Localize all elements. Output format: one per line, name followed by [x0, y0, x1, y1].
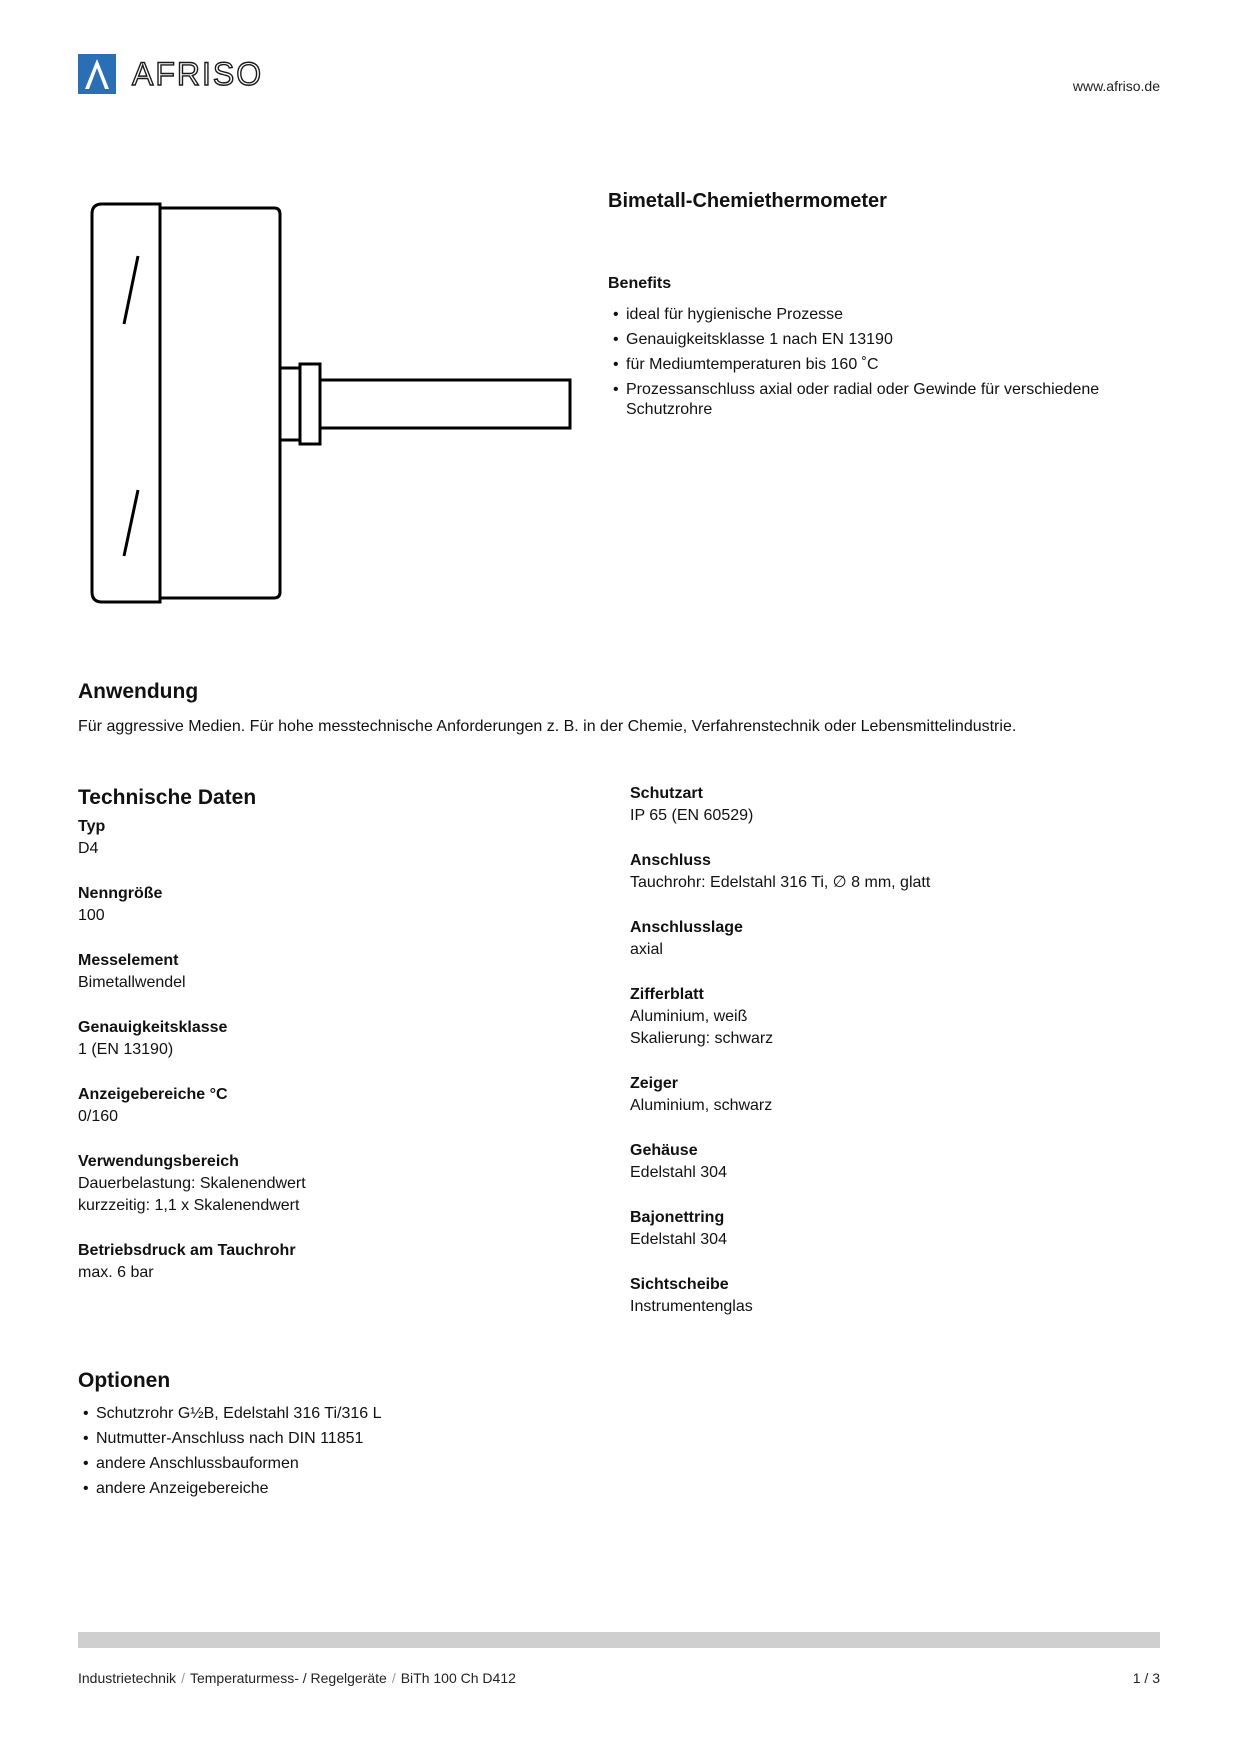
thermometer-drawing — [86, 198, 586, 613]
spec-value: 0/160 — [78, 1108, 119, 1125]
benefits-heading: Benefits — [608, 275, 672, 292]
spec-label: Sichtscheibe — [630, 1276, 729, 1293]
spec-value: Aluminium, weiß Skalierung: schwarz — [630, 1008, 774, 1047]
spec-genauigkeitsklasse — [78, 1017, 538, 1061]
logo-wordmark: AFRISO — [132, 56, 264, 92]
footer-breadcrumb — [78, 1670, 516, 1686]
option-item: • Schutzrohr G½B, Edelstahl 316 Ti/316 L — [78, 1404, 678, 1424]
footer-divider-bar — [78, 1632, 1160, 1648]
spec-value: Aluminium, schwarz — [630, 1097, 773, 1114]
spec-label: Anschluss — [630, 852, 711, 869]
benefit-item: • für Mediumtemperaturen bis 160 ˚C — [608, 355, 1168, 375]
spec-label: Anschlusslage — [630, 919, 743, 936]
spec-messelement — [78, 950, 538, 994]
breadcrumb-item: Temperaturmess- / Regelgeräte — [189, 1670, 387, 1686]
site-url[interactable]: www.afriso.de — [1072, 78, 1160, 94]
breadcrumb-separator: / — [181, 1670, 185, 1686]
spec-value: Edelstahl 304 — [630, 1231, 727, 1248]
benefits-list — [608, 305, 1168, 425]
spec-label: Schutzart — [630, 785, 703, 802]
afriso-logo — [78, 54, 308, 94]
spec-label: Zeiger — [630, 1075, 679, 1092]
spec-value: 100 — [78, 907, 105, 924]
spec-value: Bimetallwendel — [78, 974, 186, 991]
spec-label: Nenngröße — [78, 885, 163, 902]
spec-gehaeuse — [630, 1140, 1090, 1184]
anwendung-heading: Anwendung — [78, 680, 199, 703]
spec-value: max. 6 bar — [78, 1264, 154, 1281]
spec-sichtscheibe — [630, 1274, 1090, 1318]
spec-anschluss — [630, 850, 1090, 894]
spec-anzeigebereiche — [78, 1084, 538, 1128]
breadcrumb-item: Industrietechnik — [78, 1670, 177, 1686]
spec-label: Betriebsdruck am Tauchrohr — [78, 1242, 296, 1259]
optionen-list — [78, 1404, 678, 1504]
spec-label: Zifferblatt — [630, 986, 704, 1003]
product-title: Bimetall-Chemiethermometer — [608, 190, 887, 212]
spec-label: Genauigkeitsklasse — [78, 1019, 228, 1036]
technische-daten-heading: Technische Daten — [78, 786, 257, 809]
spec-value: Instrumentenglas — [630, 1298, 753, 1315]
spec-value: axial — [630, 941, 663, 958]
anwendung-text: Für aggressive Medien. Für hohe messtechnische Anforderungen z. B. in der Chemie, Verfahrenstechnik oder Lebensmittelindustrie. — [78, 718, 1017, 735]
breadcrumb-separator: / — [391, 1670, 396, 1686]
spec-anschlusslage — [630, 917, 1090, 961]
spec-value: Edelstahl 304 — [630, 1164, 727, 1181]
spec-zeiger — [630, 1073, 1090, 1117]
spec-schutzart — [630, 783, 1090, 827]
spec-betriebsdruck — [78, 1240, 538, 1284]
spec-value: Tauchrohr: Edelstahl 316 Ti, ∅ 8 mm, glatt — [630, 874, 931, 891]
spec-verwendungsbereich — [78, 1151, 538, 1217]
optionen-heading: Optionen — [78, 1369, 171, 1392]
spec-label: Messelement — [78, 952, 179, 969]
spec-typ — [78, 816, 538, 860]
spec-nenngroesse — [78, 883, 538, 927]
spec-value: IP 65 (EN 60529) — [630, 807, 754, 824]
benefit-item: • Prozessanschluss axial oder radial oder Gewinde für verschiedene Schutzrohre — [608, 380, 1168, 420]
spec-label: Anzeigebereiche °C — [78, 1086, 228, 1103]
spec-value: D4 — [78, 840, 99, 857]
option-item: • Nutmutter-Anschluss nach DIN 11851 — [78, 1429, 678, 1449]
spec-label: Gehäuse — [630, 1142, 698, 1159]
page-number: 1 / 3 — [1132, 1670, 1160, 1686]
spec-label: Bajonettring — [630, 1209, 725, 1226]
spec-value: Dauerbelastung: Skalenendwert kurzzeitig: 1,1 x Skalenendwert — [78, 1175, 306, 1214]
spec-value: 1 (EN 13190) — [78, 1041, 174, 1058]
benefit-item: • ideal für hygienische Prozesse — [608, 305, 1168, 325]
spec-label: Verwendungsbereich — [78, 1153, 239, 1170]
spec-zifferblatt — [630, 984, 1090, 1050]
spec-bajonettring — [630, 1207, 1090, 1251]
breadcrumb-item: BiTh 100 Ch D412 — [400, 1670, 516, 1686]
option-item: • andere Anzeigebereiche — [78, 1479, 678, 1499]
spec-label: Typ — [78, 818, 106, 835]
benefit-item: • Genauigkeitsklasse 1 nach EN 13190 — [608, 330, 1168, 350]
option-item: • andere Anschlussbauformen — [78, 1454, 678, 1474]
